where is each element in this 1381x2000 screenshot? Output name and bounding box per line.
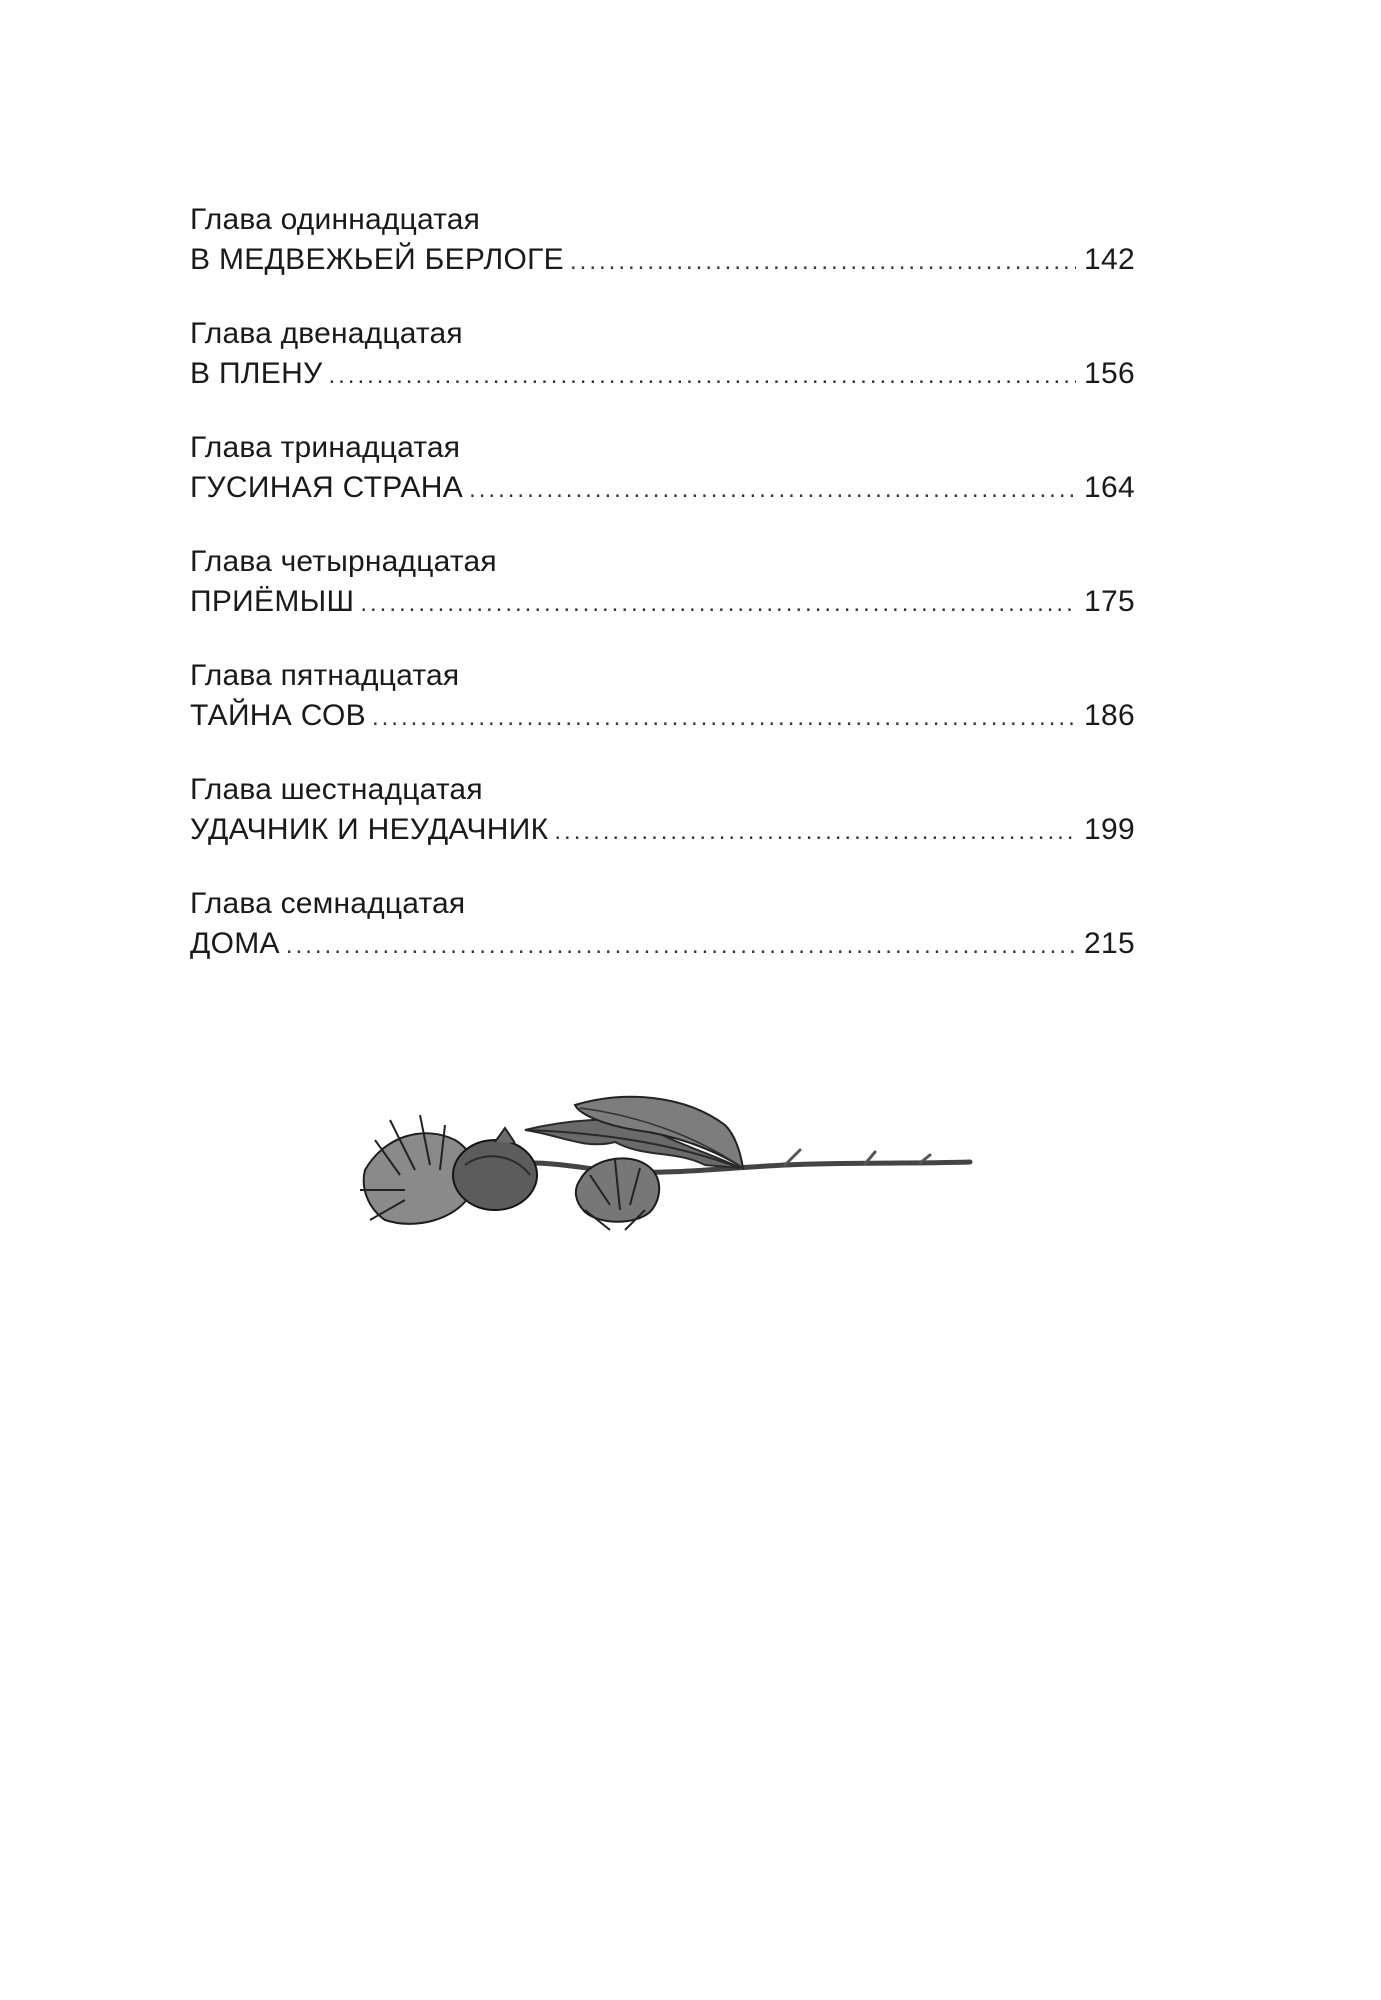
toc-entry[interactable] xyxy=(190,884,1135,966)
dot-leader xyxy=(372,698,1076,738)
hazelnut-branch-illustration xyxy=(345,1080,985,1250)
chapter-label: Глава семнадцатая xyxy=(190,887,466,920)
toc-entry[interactable] xyxy=(190,656,1135,738)
chapter-title-line xyxy=(190,468,1135,510)
chapter-title-line xyxy=(190,354,1135,396)
toc-entry[interactable] xyxy=(190,542,1135,624)
page-number: 156 xyxy=(1084,357,1135,390)
page-number: 199 xyxy=(1084,813,1135,846)
dot-leader xyxy=(469,470,1076,510)
toc-entry[interactable] xyxy=(190,428,1135,510)
page-number: 142 xyxy=(1084,243,1135,276)
chapter-title: УДАЧНИК И НЕУДАЧНИК xyxy=(190,813,549,846)
page-number: 215 xyxy=(1084,927,1135,960)
toc-entry[interactable] xyxy=(190,200,1135,282)
dot-leader xyxy=(328,356,1076,396)
toc-entry[interactable] xyxy=(190,770,1135,852)
table-of-contents xyxy=(190,200,1135,998)
nut-left xyxy=(453,1140,537,1210)
chapter-title-line xyxy=(190,696,1135,738)
chapter-label: Глава четырнадцатая xyxy=(190,545,497,578)
chapter-title: ГУСИНАЯ СТРАНА xyxy=(190,471,464,504)
chapter-label: Глава шестнадцатая xyxy=(190,773,483,806)
chapter-title-line xyxy=(190,924,1135,966)
chapter-title: ДОМА xyxy=(190,927,280,960)
chapter-title: В ПЛЕНУ xyxy=(190,357,323,390)
chapter-title-line xyxy=(190,810,1135,852)
chapter-title: В МЕДВЕЖЬЕЙ БЕРЛОГЕ xyxy=(190,243,564,276)
chapter-title-line xyxy=(190,582,1135,624)
chapter-label: Глава одиннадцатая xyxy=(190,203,481,236)
chapter-title: ТАЙНА СОВ xyxy=(190,699,366,732)
chapter-title: ПРИЁМЫШ xyxy=(190,585,355,618)
chapter-label: Глава тринадцатая xyxy=(190,431,461,464)
page-number: 175 xyxy=(1084,585,1135,618)
chapter-title-line xyxy=(190,240,1135,282)
dot-leader xyxy=(360,584,1076,624)
toc-entry[interactable] xyxy=(190,314,1135,396)
chapter-label: Глава пятнадцатая xyxy=(190,659,460,692)
page-number: 186 xyxy=(1084,699,1135,732)
page-number: 164 xyxy=(1084,471,1135,504)
dot-leader xyxy=(286,926,1076,966)
dot-leader xyxy=(554,812,1076,852)
dot-leader xyxy=(570,242,1076,282)
chapter-label: Глава двенадцатая xyxy=(190,317,463,350)
